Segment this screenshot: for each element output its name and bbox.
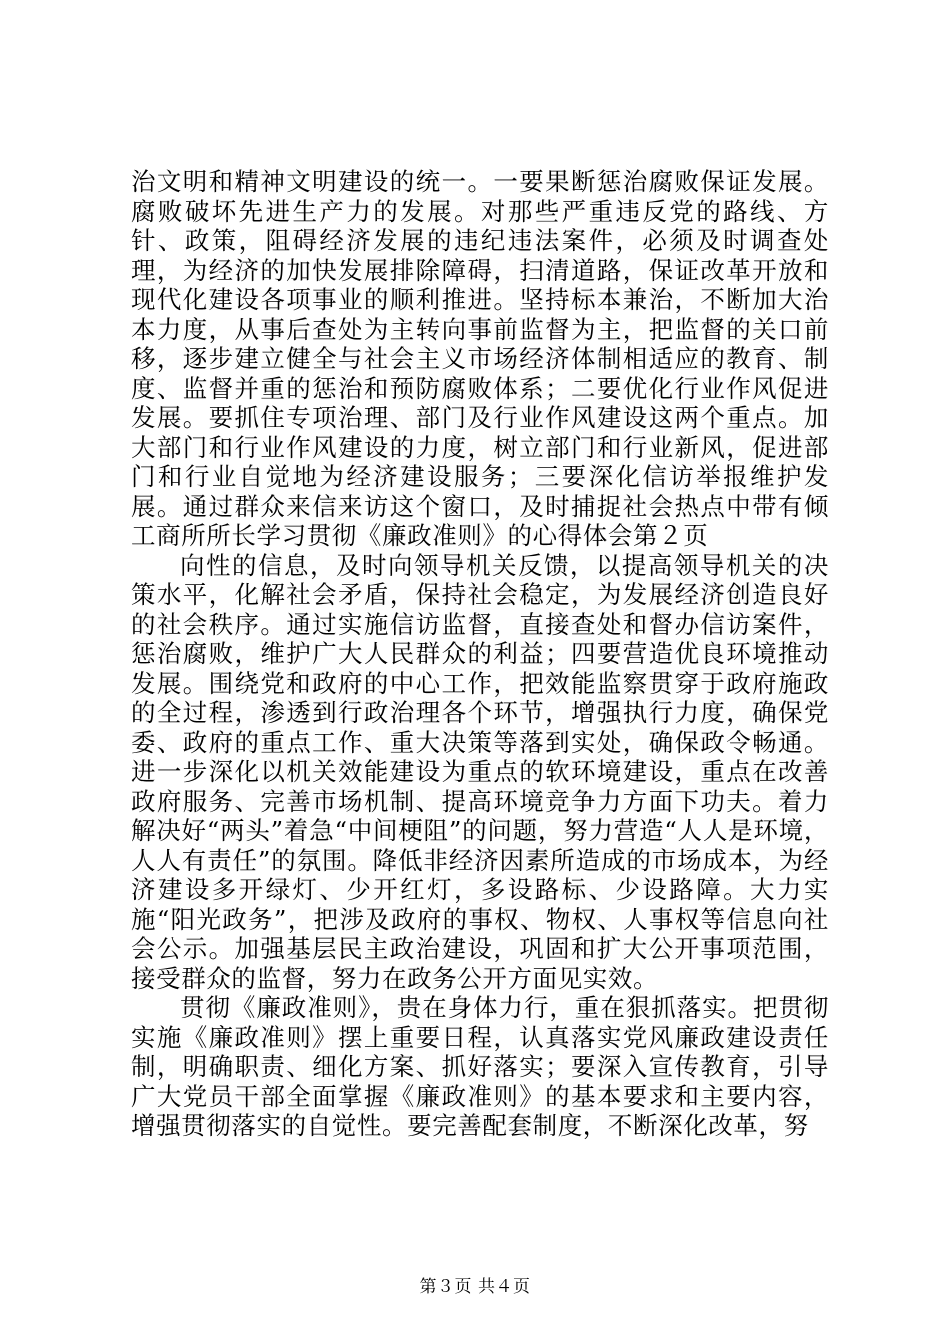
page-number: 第３页 共４页 xyxy=(419,1277,531,1297)
paragraph-2: 向性的信息，及时向领导机关反馈，以提高领导机关的决策水平，化解社会矛盾，保持社会稳定，为发展经济创造良好的社会秩序。通过实施信访监督，直接查处和督办信访案件，惩治腐败，维护广大人民群众的利益；四要营造优良环境推动发展。围绕党和政府的中心工作，把效能监察贯穿于政府施政的全过程，渗透到行政治理各个环节，增强执行力度，确保党委、政府的重点工作、重大决策等落到实处，确保政令畅通。进一步深化以机关效能建设为重点的软环境建设，重点在改善政府服务、完善市场机制、提高环境竞争力方面下功夫。着力解决好“两头”着急“中间梗阻”的问题，努力营造“人人是环境，人人有责任”的氛围。降低非经济因素所造成的市场成本，为经济建设多开绿灯、少开红灯，多设路标、少设路障。大力实施“阳光政务”，把涉及政府的事权、物权、人事权等信息向社会公示。加强基层民主政治建设，巩固和扩大公开事项范围，接受群众的监督，努力在政务公开方面见实效。 xyxy=(131,550,829,993)
page-footer xyxy=(0,1276,950,1298)
paragraph-3: 贯彻《廉政准则》，贵在身体力行，重在狠抓落实。把贯彻实施《廉政准则》摆上重要日程，认真落实党风廉政建设责任制，明确职责、细化方案、抓好落实；要深入宣传教育，引导广大党员干部全面掌握《廉政准则》的基本要求和主要内容，增强贯彻落实的自觉性。要完善配套制度，不断深化改革，努 xyxy=(131,993,829,1140)
paragraph-1: 治文明和精神文明建设的统一。一要果断惩治腐败保证发展。腐败破坏先进生产力的发展。对那些严重违反党的路线、方针、政策，阻碍经济发展的违纪违法案件，必须及时调查处理，为经济的加快发展排除障碍，扫清道路，保证改革开放和现代化建设各项事业的顺利推进。坚持标本兼治，不断加大治本力度，从事后查处为主转向事前监督为主，把监督的关口前移，逐步建立健全与社会主义市场经济体制相适应的教育、制度、监督并重的惩治和预防腐败体系；二要优化行业作风促进发展。要抓住专项治理、部门及行业作风建设这两个重点。加大部门和行业作风建设的力度，树立部门和行业新风，促进部门和行业自觉地为经济建设服务；三要深化信访举报维护发展。通过群众来信来访这个窗口，及时捕捉社会热点中带有倾工商所所长学习贯彻《廉政准则》的心得体会第２页 xyxy=(131,167,829,550)
document-body xyxy=(131,167,829,1141)
